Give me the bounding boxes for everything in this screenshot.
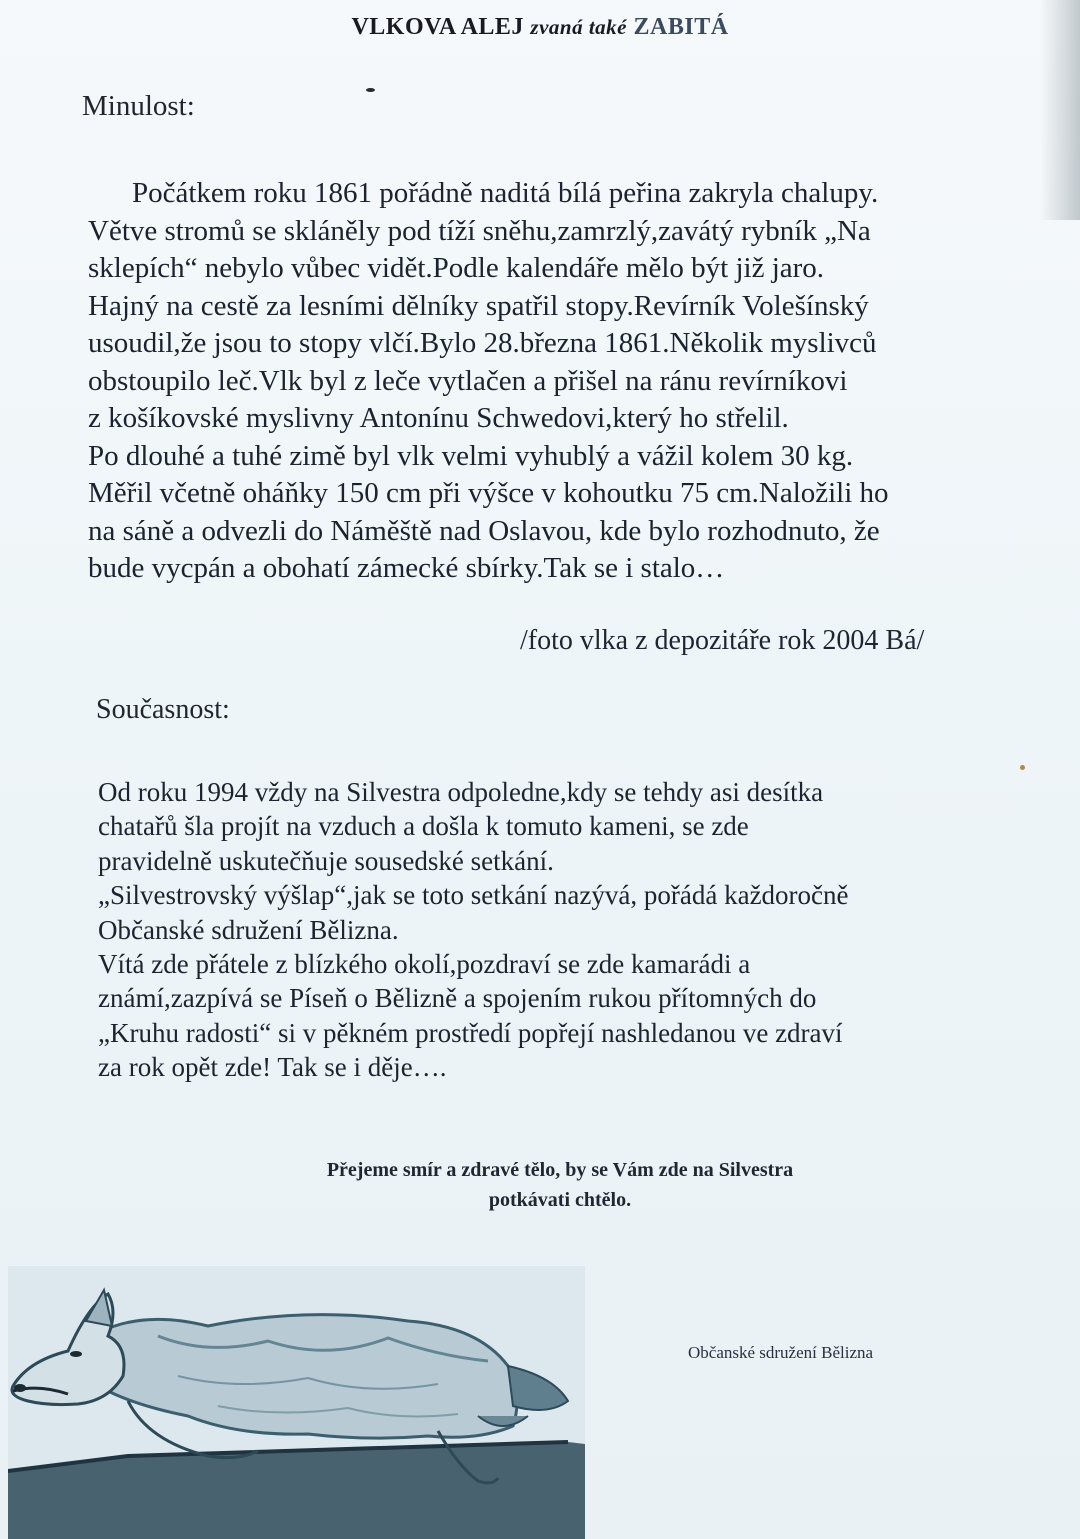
present-line: známí,zazpívá se Píseň o Bělizně a spojením rukou přítomných do <box>98 983 817 1014</box>
past-line: Měřil včetně oháňky 150 cm při výšce v kohoutku 75 cm.Naložili ho <box>88 477 889 509</box>
debris-speck <box>366 88 375 92</box>
past-line: z košíkovské myslivny Antonínu Schwedovi,který ho střelil. <box>88 402 789 434</box>
present-line: „Silvestrovský výšlap“,jak se toto setkání nazývá, pořádá každoročně <box>98 880 849 911</box>
signature: Občanské sdružení Bělizna <box>688 1343 874 1362</box>
notice-heading <box>0 14 1080 41</box>
past-line: Hajný na cestě za lesními dělníky spatřil stopy.Revírník Volešínský <box>88 289 869 322</box>
present-title: Současnost: <box>96 694 230 725</box>
present-paragraph <box>98 775 1058 1085</box>
closing-wish <box>0 1155 1080 1215</box>
present-line: „Kruhu radosti“ si v pěkném prostředí popřejí nashledanou ve zdraví <box>98 1017 843 1048</box>
heading-sub: zvaná také <box>530 15 627 39</box>
past-line: bude vycpán a obohatí zámecké sbírky.Tak se i stalo… <box>88 552 725 584</box>
present-line: Vítá zde přátele z blízkého okolí,pozdraví se zde kamarádi a <box>98 949 751 980</box>
present-line: chatařů šla projít na vzduch a došla k tomuto kameni, se zde <box>98 811 749 842</box>
wolf-photo <box>8 1266 585 1539</box>
heading-main: VLKOVA ALEJ <box>351 14 524 40</box>
wish-line-1: Přejeme smír a zdravé tělo, by se Vám zde na Silvestra <box>326 1159 794 1181</box>
present-line: Občanské sdružení Bělizna. <box>98 914 399 945</box>
present-line: za rok opět zde! Tak se i děje…. <box>98 1052 447 1083</box>
past-line: Větve stromů se skláněly pod tíží sněhu,zamrzlý,zavátý rybník „Na <box>88 214 871 247</box>
past-line: Počátkem roku 1861 pořádně naditá bílá peřina zakryla chalupy. <box>132 177 879 209</box>
wolf-illustration <box>8 1266 585 1539</box>
wish-line-2: potkávati chtělo. <box>488 1189 632 1211</box>
past-paragraph <box>88 175 1048 588</box>
past-line: sklepích“ nebylo vůbec vidět.Podle kalendáře mělo být již jaro. <box>88 252 825 284</box>
past-line: na sáně a odvezli do Náměště nad Oslavou, kde bylo rozhodnuto, že <box>88 514 880 547</box>
present-line: pravidelně uskutečňuje sousedské setkání. <box>98 845 554 876</box>
heading-alt: ZABITÁ <box>633 14 729 40</box>
photo-credit: /foto vlka z depozitáře rok 2004 Bá/ <box>520 625 925 656</box>
debris-speck <box>1020 765 1025 770</box>
past-line: obstoupilo leč.Vlk byl z leče vytlačen a přišel na ránu revírníkovi <box>88 364 848 397</box>
past-title: Minulost: <box>82 90 195 122</box>
past-line: Po dlouhé a tuhé zimě byl vlk velmi vyhublý a vážil kolem 30 kg. <box>88 439 854 472</box>
present-line: Od roku 1994 vždy na Silvestra odpoledne,kdy se tehdy asi desítka <box>98 777 824 807</box>
past-line: usoudil,že jsou to stopy vlčí.Bylo 28.března 1861.Několik myslivců <box>88 327 877 359</box>
